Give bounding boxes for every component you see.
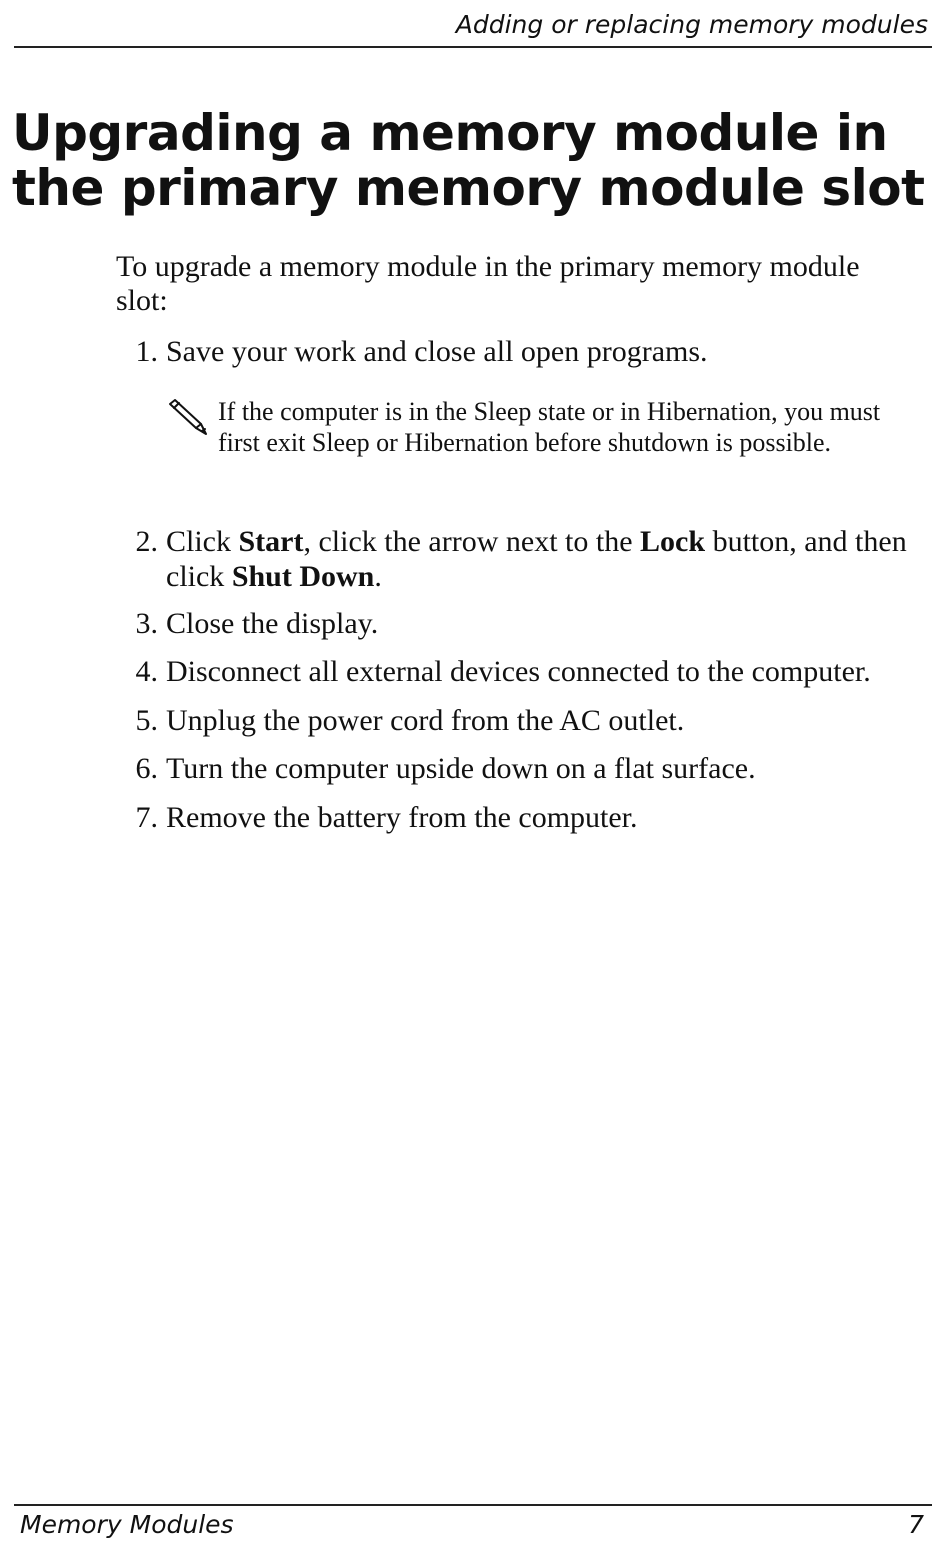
step-number: 4. — [135, 655, 158, 688]
step-number: 7. — [135, 801, 158, 834]
step-number: 3. — [135, 607, 158, 640]
page-title: Upgrading a memory module in the primary memory module slot — [12, 104, 925, 217]
step-text: Turn the computer upside down on a flat surface. — [166, 752, 756, 785]
pencil-note-icon — [166, 398, 214, 438]
intro-paragraph: To upgrade a memory module in the primary memory module slot: — [116, 250, 860, 317]
shut-down-label: Shut Down — [231, 560, 375, 593]
running-footer — [14, 1504, 932, 1548]
start-label: Start — [238, 525, 304, 558]
step-number: 1. — [135, 335, 158, 368]
step-text: Save your work and close all open programs. — [166, 335, 708, 368]
lock-label: Lock — [640, 525, 706, 558]
step-number: 5. — [135, 704, 158, 737]
step-text: Disconnect all external devices connected to the computer. — [166, 655, 871, 688]
step-number: 6. — [135, 752, 158, 785]
step-text: Click Start, click the arrow next to the Lock button, and then click Shut Down. — [166, 525, 907, 593]
step-text: Unplug the power cord from the AC outlet. — [166, 704, 685, 737]
running-header-title: Adding or replacing memory modules — [455, 10, 928, 39]
running-header — [14, 8, 932, 48]
page-number: 7 — [908, 1510, 924, 1539]
footer-section-name: Memory Modules — [20, 1510, 234, 1539]
step-text: Remove the battery from the computer. — [166, 801, 638, 834]
note-text: If the computer is in the Sleep state or in Hibernation, you must first exit Sleep or Hibernation before shutdown is possible. — [218, 397, 881, 457]
step-text: Close the display. — [166, 607, 379, 640]
step-number: 2. — [135, 525, 158, 558]
